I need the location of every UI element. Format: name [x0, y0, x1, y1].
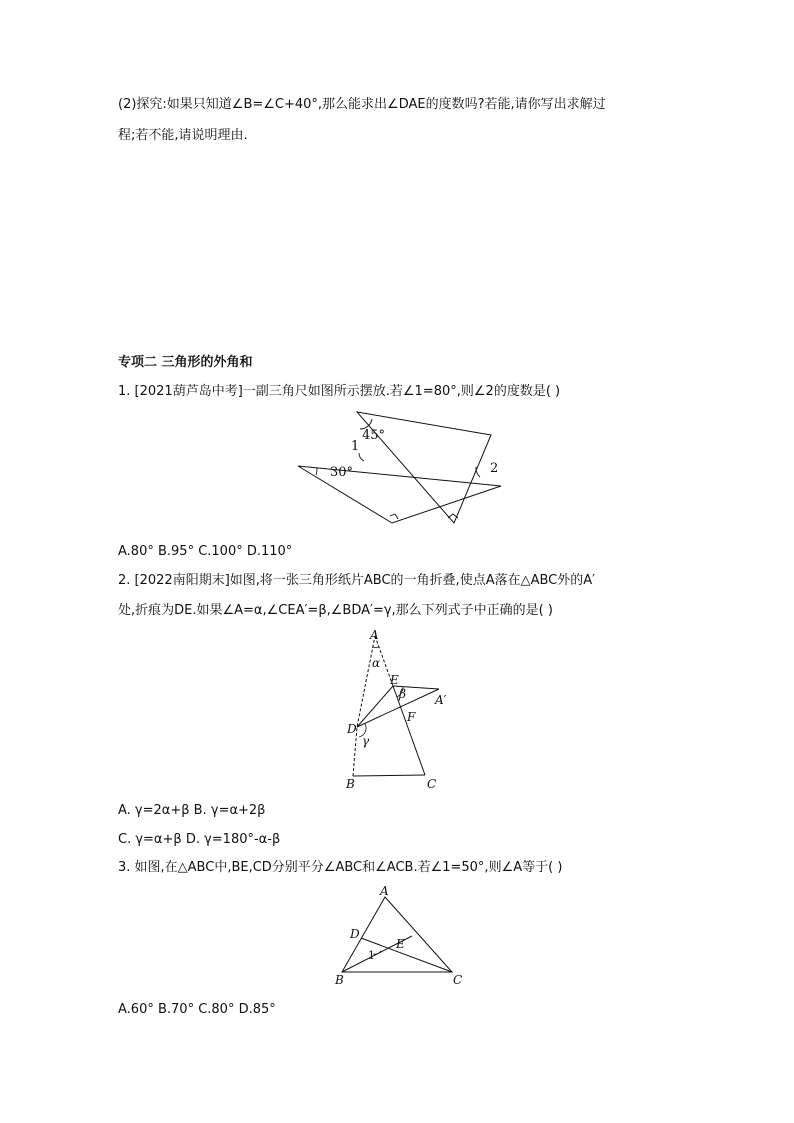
explore-question-line-1: (2)探究:如果只知道∠B=∠C+40°,那么能求出∠DAE的度数吗?若能,请你写出求解过 [118, 97, 606, 112]
angle-beta-label: β [399, 687, 406, 701]
angle-1-label: 1 [351, 439, 360, 454]
question-2-stem-line-2: 处,折痕为DE.如果∠A=α,∠CEA′=β,∠BDA′=γ,那么下列式子中正确的是( ) [118, 603, 553, 618]
question-2-figure [335, 625, 455, 795]
question-2-options-ab: A. γ=2α+β B. γ=α+2β [118, 803, 266, 818]
question-3-options: A.60° B.70° C.80° D.85° [118, 1002, 276, 1017]
side-ec [393, 686, 425, 775]
folded-side-da-prime [357, 689, 439, 727]
side-bc [353, 775, 425, 776]
question-2-stem-line-1: 2. [2022南阳期末]如图,将一张三角形纸片ABC的一角折叠,使点A落在△ABC外的A′ [118, 573, 596, 588]
point-e-label: E [396, 937, 405, 951]
angle-gamma-label: γ [362, 734, 370, 748]
angle-alpha-label: α [372, 656, 381, 670]
angle-1-label: 1 [368, 949, 375, 962]
question-3-stem: 3. 如图,在△ABC中,BE,CD分别平分∠ABC和∠ACB.若∠1=50°,则∠A等于( ) [118, 860, 563, 875]
point-e-label: E [390, 673, 399, 687]
point-a-label: A [370, 628, 379, 642]
point-c-label: C [427, 777, 437, 791]
set-square-30 [298, 466, 501, 523]
crease-de [357, 686, 393, 727]
point-b-label: B [335, 973, 344, 987]
angle-2-label: 2 [490, 461, 499, 476]
point-f-label: F [407, 710, 416, 724]
point-d-label: D [347, 722, 357, 736]
question-3-figure [330, 885, 470, 990]
angle-45-label: 45° [362, 428, 386, 443]
point-c-label: C [453, 973, 463, 987]
point-d-label: D [350, 927, 360, 941]
section-title: 专项二 三角形的外角和 [118, 355, 253, 370]
explore-question-line-2: 程;若不能,请说明理由. [118, 128, 248, 143]
angle-30-label: 30° [330, 465, 354, 480]
point-a-label: A [380, 885, 389, 898]
point-a-prime-label: A′ [435, 693, 447, 707]
question-2-options-cd: C. γ=α+β D. γ=180°-α-β [118, 832, 281, 847]
right-angle-mark [390, 514, 398, 519]
point-b-label: B [346, 777, 355, 791]
question-1-options: A.80° B.95° C.100° D.110° [118, 544, 293, 559]
question-1-stem: 1. [2021葫芦岛中考]一副三角尺如图所示摆放.若∠1=80°,则∠2的度数是( ) [118, 384, 561, 399]
question-1-figure [290, 405, 510, 530]
